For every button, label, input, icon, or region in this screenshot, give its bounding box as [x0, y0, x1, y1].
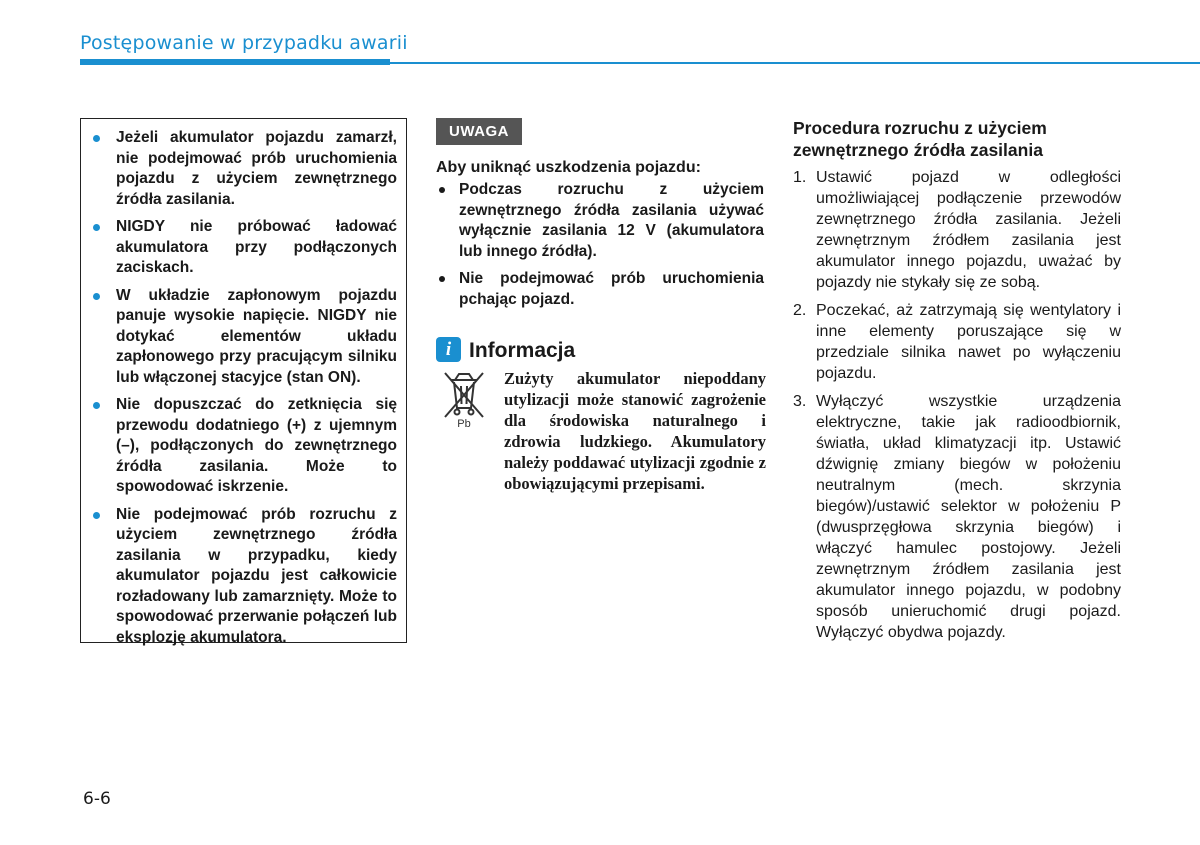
- step-text: Wyłączyć wszystkie urządzenia elektryczne, takie jak radioodbiornik, światła, układ klimatyzacji itp. Ustawić dźwignię zmiany biegów w położeniu neutralnym (mech. skrzynia biegów)/ustawić selektor w położeniu P (dwusprzęgłowa skrzynia biegów) i włączyć hamulec postojowy. Jeżeli zewnętrznym źródłem zasilania jest akumulator innego pojazdu, w podobny sposób unieruchomić drugi pojazd. Wyłączyć obydwa pojazdy.: [816, 393, 1121, 641]
- caution-label: UWAGA: [436, 118, 522, 145]
- procedure-step: [793, 391, 1121, 643]
- step-number: 2.: [793, 302, 807, 319]
- battery-disposal-symbol: [436, 370, 492, 432]
- page-section-title: Postępowanie w przypadku awarii: [80, 32, 408, 54]
- step-number: 3.: [793, 393, 807, 410]
- warning-item: Nie podejmować prób rozruchu z użyciem zewnętrznego źródła zasilania w przypadku, kiedy akumulator pojazdu jest całkowicie rozładowany lub zamarznięty. Może to spowodować przerwanie połączeń lub eksplozję akumulatora.: [89, 505, 397, 649]
- info-title: Informacja: [469, 339, 576, 362]
- caution-list: [436, 180, 764, 317]
- header-rule-thin: [390, 62, 1200, 64]
- header-rule-thick: [80, 59, 390, 65]
- crossed-out-bin-icon: [436, 370, 492, 420]
- procedure-step: [793, 300, 1121, 384]
- warning-item: Jeżeli akumulator pojazdu zamarzł, nie podejmować prób uruchomienia pojazdu z użyciem zewnętrznego źródła zasilania.: [89, 128, 397, 210]
- step-text: Poczekać, aż zatrzymają się wentylatory i inne elementy poruszające się w przedziale silnika nawet po wyłączeniu pojazdu.: [816, 302, 1121, 382]
- procedure-heading: Procedura rozruchu z użyciem zewnętrznego źródła zasilania: [793, 118, 1047, 160]
- info-text: Zużyty akumulator niepoddany utylizacji może stanowić zagrożenie dla środowiska naturalnego i zdrowia ludzkiego. Akumulatory należy poddawać utylizacji zgodnie z obowiązującymi przepisami.: [504, 369, 766, 493]
- warning-list: [89, 128, 397, 655]
- caution-item: Nie podejmować prób uruchomienia pchając pojazd.: [436, 269, 764, 310]
- procedure-steps: [793, 167, 1121, 650]
- warning-item: Nie dopuszczać do zetknięcia się przewodu dodatniego (+) z ujemnym (–), podłączonych do zewnętrznego źródła zasilania. Może to spowodować iskrzenie.: [89, 395, 397, 498]
- caution-intro: Aby uniknąć uszkodzenia pojazdu:: [436, 159, 701, 176]
- info-icon: i: [436, 337, 461, 362]
- page-number: 6-6: [83, 789, 111, 809]
- caution-item: Podczas rozruchu z użyciem zewnętrznego źródła zasilania używać wyłącznie zasilania 12 V (akumulatora lub innego źródła).: [436, 180, 764, 262]
- step-number: 1.: [793, 169, 807, 186]
- step-text: Ustawić pojazd w odległości umożliwiającej podłączenie przewodów zewnętrznego źródła zasilania. Jeżeli zewnętrznym źródłem zasilania jest akumulator innego pojazdu, uważać by pojazdy nie stykały się ze sobą.: [816, 169, 1121, 291]
- warning-box: [80, 118, 407, 646]
- lead-symbol-label: Pb: [457, 418, 471, 430]
- warning-item: W układzie zapłonowym pojazdu panuje wysokie napięcie. NIGDY nie dotykać elementów układu zapłonowego przy pracującym silniku lub włączonej stacyjce (stan ON).: [89, 286, 397, 389]
- warning-item: NIGDY nie próbować ładować akumulatora przy podłączonych zaciskach.: [89, 217, 397, 279]
- procedure-step: [793, 167, 1121, 293]
